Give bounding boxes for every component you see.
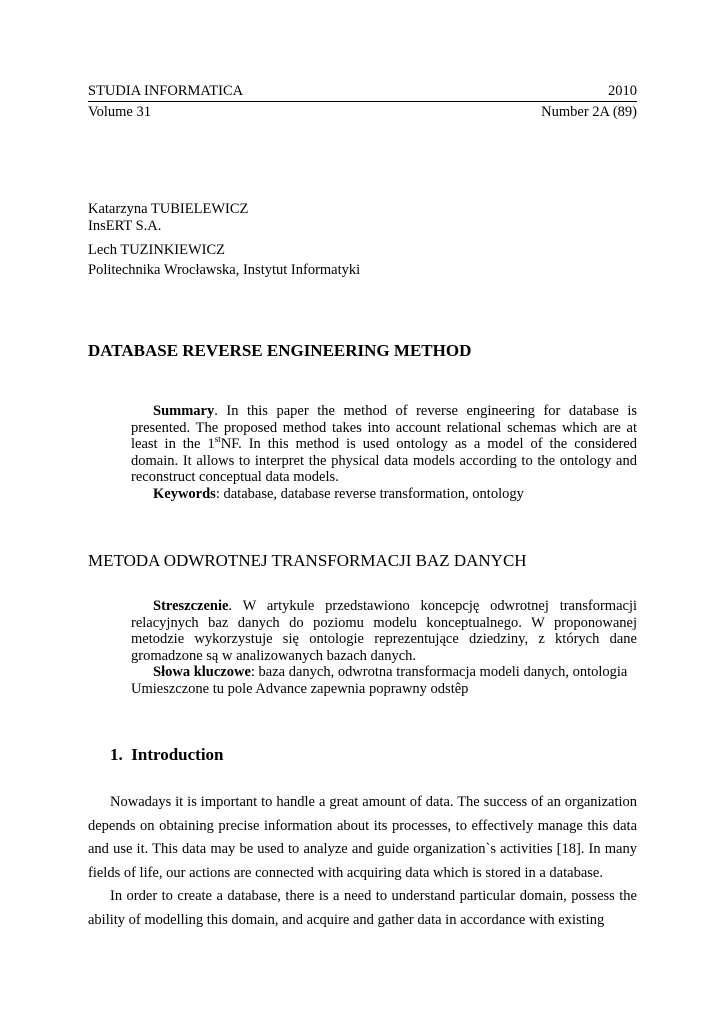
keywords-label: Keywords: [153, 485, 216, 502]
summary-text-b: NF. In this method is used ontology as a model of the considered domain. It allows to interpret the physical data models according to the ontology and reconstruct conceptual data models.: [131, 436, 637, 486]
slowa-kluczowe-paragraph: [131, 664, 637, 681]
summary-label: Summary: [153, 403, 215, 419]
streszczenie-label: Streszczenie: [153, 598, 229, 614]
author-affiliation: Politechnika Wrocławska, Instytut Informatyki: [88, 262, 361, 278]
section-number: 1.: [110, 745, 123, 764]
keywords-text: : database, database reverse transformation, ontology: [215, 485, 524, 502]
journal-number: Number 2A (89): [541, 104, 637, 120]
author-block-2: [88, 242, 360, 279]
slowa-kluczowe-label: Słowa kluczowe: [153, 664, 251, 681]
section-heading: [110, 745, 224, 765]
abstract-polish: [131, 598, 637, 698]
abstract-english: [131, 403, 637, 503]
advance-note: Umieszczone tu pole Advance zapewnia poprawny odstêp: [131, 680, 469, 697]
journal-volume: Volume 31: [88, 104, 151, 120]
body-paragraph: Nowadays it is important to handle a great amount of data. The success of an organization depends on obtaining precise information about its processes, to effectively manage this data and use it. This data may be used to analyze and guide organization`s activities [18]. In many fields of life, our actions are connected with acquiring data which is stored in a database.: [88, 794, 637, 881]
paper-title: DATABASE REVERSE ENGINEERING METHOD: [88, 341, 472, 360]
keywords-paragraph: [131, 486, 637, 503]
section-title: Introduction: [131, 745, 224, 764]
slowa-kluczowe-text: : baza danych, odwrotna transformacja modeli danych, ontologia: [250, 664, 628, 681]
section-body: [88, 791, 637, 932]
author-name: Katarzyna TUBIELEWICZ: [88, 201, 249, 217]
streszczenie-paragraph: [131, 598, 637, 664]
running-header-line-1: [88, 83, 637, 100]
streszczenie-text: . W artykule przedstawiono koncepcję odwrotnej transformacji relacyjnych baz danych do poziomu modelu konceptualnego. W proponowanej metodzie wykorzystuje się ontologie reprezentujące dziedziny, z których dane gromadzone są w analizowanych bazach danych.: [131, 598, 637, 664]
summary-text-a: . In this paper the method of reverse engineering for database is presented. The proposed method takes into account relational schemas which are at least in the 1: [131, 403, 637, 453]
paper-title-polish: METODA ODWROTNEJ TRANSFORMACJI BAZ DANYCH: [88, 551, 527, 570]
author-affiliation: InsERT S.A.: [88, 218, 162, 234]
summary-superscript: st: [214, 434, 221, 445]
body-paragraph: In order to create a database, there is a need to understand particular domain, possess the ability of modelling this domain, and acquire and gather data in accordance with existing: [88, 888, 637, 928]
header-rule: [88, 101, 637, 102]
journal-year: 2010: [608, 83, 637, 99]
summary-paragraph: [131, 403, 637, 486]
running-header-line-2: [88, 104, 637, 121]
author-name: Lech TUZINKIEWICZ: [88, 242, 226, 258]
author-block-1: [88, 201, 248, 235]
journal-name: STUDIA INFORMATICA: [88, 83, 244, 99]
